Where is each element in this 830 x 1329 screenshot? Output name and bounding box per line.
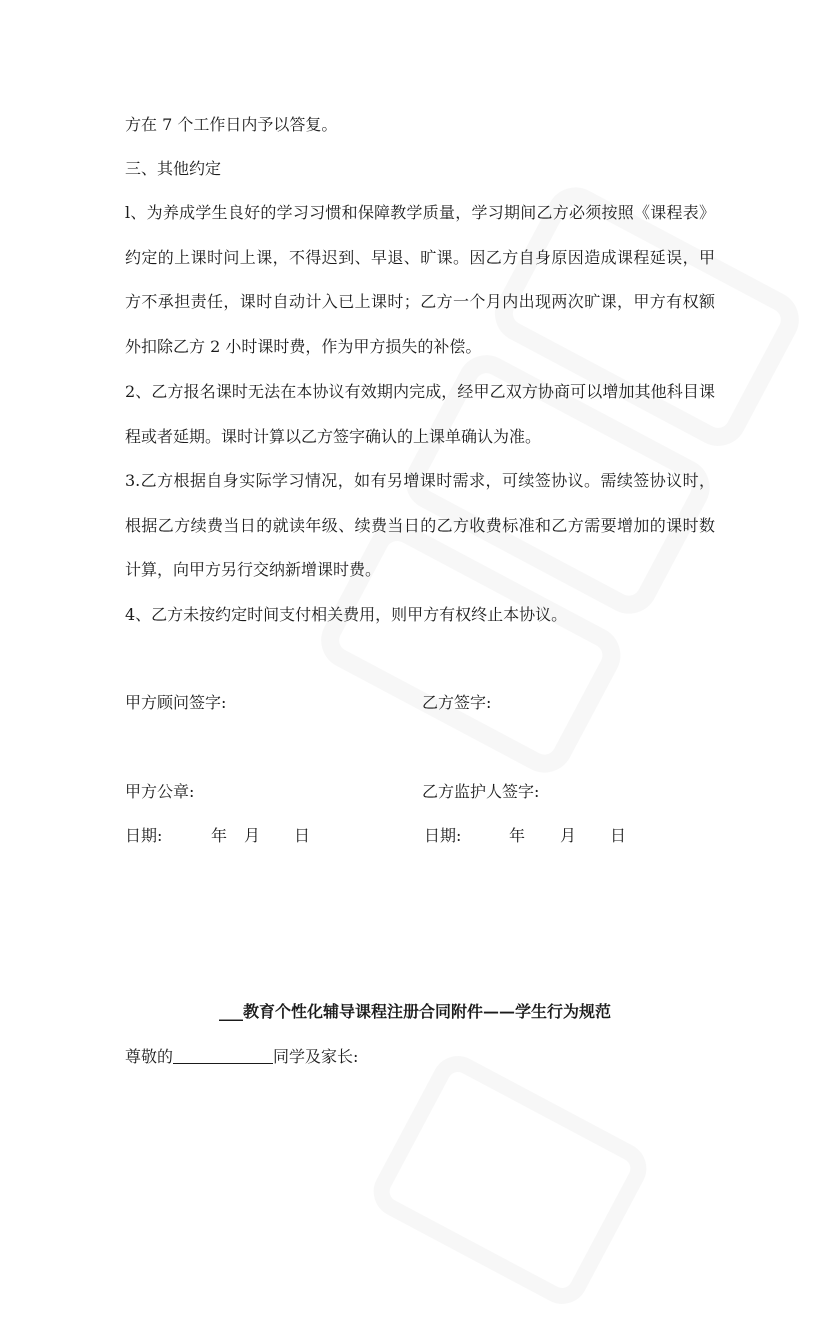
party-a-date-year: 年 — [211, 826, 228, 845]
section-heading: 三、其他约定 — [125, 159, 222, 178]
continuation-text: 方在 7 个工作日内予以答复。 — [125, 115, 338, 134]
clause-2: 2、乙方报名课时无法在本协议有效期内完成，经甲乙双方协商可以增加其他科目课程或者延期。课时计算以乙方签字确认的上课单确认为准。 — [125, 382, 715, 446]
party-a-date-label: 日期: — [125, 826, 163, 845]
party-a-date-day: 日 — [294, 826, 311, 845]
party-b-date-label: 日期: — [424, 826, 462, 845]
party-b-date-year: 年 — [509, 826, 526, 845]
party-a-date-month: 月 — [244, 826, 261, 845]
appendix-title: ___教育个性化辅导课程注册合同附件——学生行为规范 — [218, 1002, 611, 1021]
watermark-graphic-bottom — [348, 1031, 671, 1329]
student-name-blank — [173, 1047, 273, 1064]
party-b-date-day: 日 — [610, 826, 627, 845]
clause-3: 3.乙方根据自身实际学习情况，如有另增课时需求，可续签协议。需续签协议时，根据乙方续费当日的就读年级、续费当日的乙方收费标准和乙方需要增加的课时数计算，向甲方另行交纳新增课时费。 — [125, 471, 715, 579]
clause-1: l、为养成学生良好的学习习惯和保障教学质量，学习期间乙方必须按照《课程表》约定的上课时问上课，不得迟到、早退、旷课。因乙方自身原因造成课程延误，甲方不承担责任，课时自动计入已上课时；乙方一个月内出现两次旷课，甲方有权额外扣除乙方 2 小时课时费，作为甲方损失的补偿。 — [125, 203, 715, 356]
clause-4: 4、乙方未按约定时间支付相关费用，则甲方有权终止本协议。 — [125, 605, 568, 624]
salutation-suffix: 同学及家长: — [273, 1047, 359, 1066]
party-b-date-month: 月 — [560, 826, 577, 845]
party-a-advisor-signature-label: 甲方顾问签字: — [125, 693, 227, 712]
salutation-line — [125, 1046, 358, 1068]
party-b-signature-label: 乙方签字: — [422, 693, 492, 712]
party-b-guardian-signature-label: 乙方监护人签字: — [422, 782, 540, 801]
party-a-seal-label: 甲方公章: — [125, 782, 195, 801]
salutation-prefix: 尊敬的 — [125, 1047, 174, 1066]
